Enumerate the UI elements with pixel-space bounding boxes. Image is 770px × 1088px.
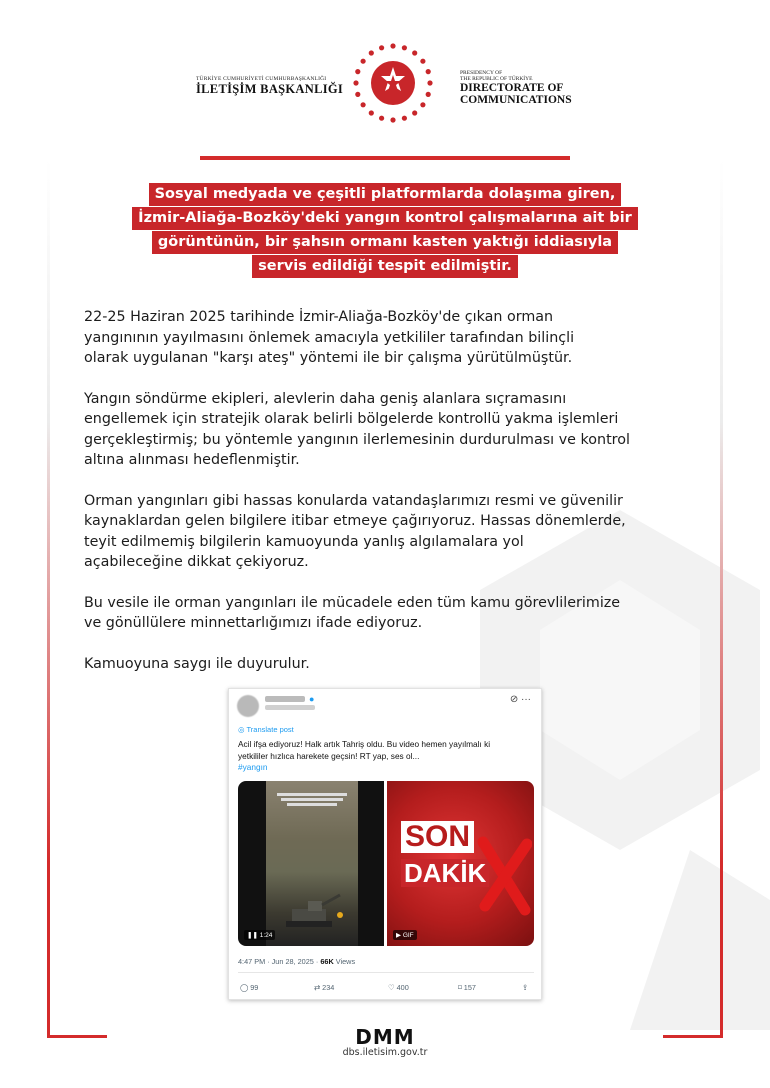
- paragraph: [84, 491, 704, 573]
- video-duration-badge: [244, 930, 275, 940]
- text-line: yangınının yayılmasını önlemek amacıyla yetkililer tarafından bilinçli: [84, 329, 575, 346]
- paragraph: [84, 307, 704, 369]
- divider: [238, 972, 534, 973]
- video-thumbnail: [238, 781, 384, 946]
- tweet-views-label: Views: [333, 957, 356, 966]
- footer-url: dbs.iletisim.gov.tr: [342, 1047, 428, 1058]
- verified-icon: ●: [309, 694, 315, 704]
- headline-line: İzmir-Aliağa-Bozköy'deki yangın kontrol çalışmalarına ait bir: [132, 207, 638, 230]
- video-duration: 1:24: [259, 932, 273, 939]
- heart-icon: ♡: [388, 983, 397, 992]
- headline-line: servis edildiği tespit edilmiştir.: [252, 255, 518, 278]
- breaking-news-gif: [387, 781, 534, 946]
- tweet-menu-icon: ⊘ ···: [509, 694, 531, 705]
- frame-left-line: [47, 158, 50, 1038]
- text-line: Bu vesile ile orman yangınları ile mücadele eden tüm kamu görevlilerimize: [84, 594, 621, 611]
- text-line: Yangın söndürme ekipleri, alevlerin daha geniş alanlara sıçramasını: [84, 390, 567, 407]
- text-line: engellemek için stratejik olarak belirli bölgelerde kontrollü yakma işlemleri: [84, 411, 619, 427]
- text-line: kaynaklardan gelen bilgilere itibar etmeye çağırıyoruz. Hassas dönemlerde,: [84, 513, 626, 529]
- text-line: Kamuoyuna saygı ile duyurulur.: [84, 655, 310, 672]
- tweet-media: [238, 781, 534, 946]
- repost-icon: ⇄: [314, 983, 323, 992]
- like-count: [388, 983, 409, 992]
- presidency-label-en-2: THE REPUBLIC OF TÜRKİYE: [460, 76, 533, 82]
- translate-label: Translate post: [246, 725, 294, 734]
- header-right-title: [460, 70, 572, 106]
- red-x-mark-icon: [477, 836, 532, 916]
- text-line: gerçekleştirmiş; bu yöntemle yangının ilerlemesinin durdurulması ve kontrol: [84, 431, 630, 448]
- bookmark-icon: ⌑: [458, 983, 464, 992]
- tweet-meta: [238, 957, 355, 966]
- tweet-time: 4:47 PM · Jun 28, 2025 ·: [238, 957, 321, 966]
- dakika-label: DAKİK: [401, 859, 489, 887]
- directorate-name-tr: İLETİŞİM BAŞKANLIĞI: [196, 82, 344, 96]
- text-line: altına alınması hedeflenmiştir.: [84, 452, 300, 468]
- translate-link: [238, 725, 294, 734]
- tweet-text-line: yetkililer hızlıca harekete geçsin! RT yap, ses ol...: [238, 750, 420, 761]
- header: [0, 40, 770, 140]
- tweet-screenshot: [228, 688, 542, 1000]
- text-line: ve gönüllülere minnettarlığımızı ifade ediyoruz.: [84, 615, 423, 631]
- paragraph: [84, 593, 704, 634]
- globe-icon: ◎: [238, 725, 247, 734]
- statement-body: [84, 307, 704, 694]
- tweet-text: [238, 739, 530, 774]
- bookmark-value: 157: [463, 983, 476, 992]
- text-line: teyit edilmemiş bilgilerin kamuoyunda yanlış algılamalara yol: [84, 533, 524, 550]
- reply-value: 99: [250, 983, 259, 992]
- paragraph: [84, 389, 704, 471]
- hashtag: #yangın: [238, 762, 268, 772]
- avatar: [237, 695, 259, 717]
- bookmark-count: [458, 983, 476, 992]
- paragraph: [84, 654, 704, 675]
- tweet-views-count: 66K: [320, 957, 334, 966]
- text-line: Orman yangınları gibi hassas konularda vatandaşlarımızı resmi ve güvenilir: [84, 492, 623, 509]
- header-left-title: [196, 76, 343, 97]
- presidency-emblem-icon: [350, 40, 436, 126]
- directorate-name-en-1: DIRECTORATE OF: [460, 82, 564, 94]
- dmm-logo: DMM: [355, 1025, 415, 1049]
- repost-count: [314, 983, 334, 992]
- excavator-icon: [278, 891, 348, 931]
- like-value: 400: [396, 983, 409, 992]
- son-label: SON: [401, 821, 474, 853]
- headline-line: görüntünün, bir şahsın ormanı kasten yaktığı iddiasıyla: [152, 231, 618, 254]
- frame-top-line: [200, 156, 570, 160]
- text-line: olarak uygulanan "karşı ateş" yöntemi ile bir çalışma yürütülmüştür.: [84, 350, 573, 366]
- gif-badge: [393, 930, 417, 940]
- blurred-handle: [265, 705, 315, 710]
- gif-label: GIF: [402, 932, 414, 939]
- repost-value: 234: [322, 983, 335, 992]
- blurred-username: [265, 696, 305, 702]
- headline-line: Sosyal medyada ve çeşitli platformlarda dolaşıma giren,: [149, 183, 622, 206]
- reply-icon: ◯: [240, 983, 251, 992]
- reply-count: [240, 983, 258, 992]
- video-caption-blurred: [271, 791, 353, 808]
- presidency-label-tr: TÜRKİYE CUMHURİYETİ CUMHURBAŞKANLIĞI: [196, 76, 327, 82]
- pause-icon: ❚❚: [247, 932, 260, 939]
- tweet-text-line: Acil ifşa ediyoruz! Halk artık Tahriş oldu. Bu video hemen yayılmalı ki: [238, 739, 491, 749]
- headline: [0, 183, 770, 279]
- play-icon: ▶: [396, 932, 403, 939]
- directorate-name-en-2: COMMUNICATIONS: [460, 94, 572, 106]
- text-line: 22-25 Haziran 2025 tarihinde İzmir-Aliağa-Bozköy'de çıkan orman: [84, 309, 554, 325]
- frame-right-line: [720, 158, 723, 1038]
- presidency-label-en-1: PRESIDENCY OF: [460, 70, 503, 76]
- text-line: açabileceğine dikkat çekiyoruz.: [84, 554, 309, 570]
- share-icon: ⇪: [522, 983, 529, 992]
